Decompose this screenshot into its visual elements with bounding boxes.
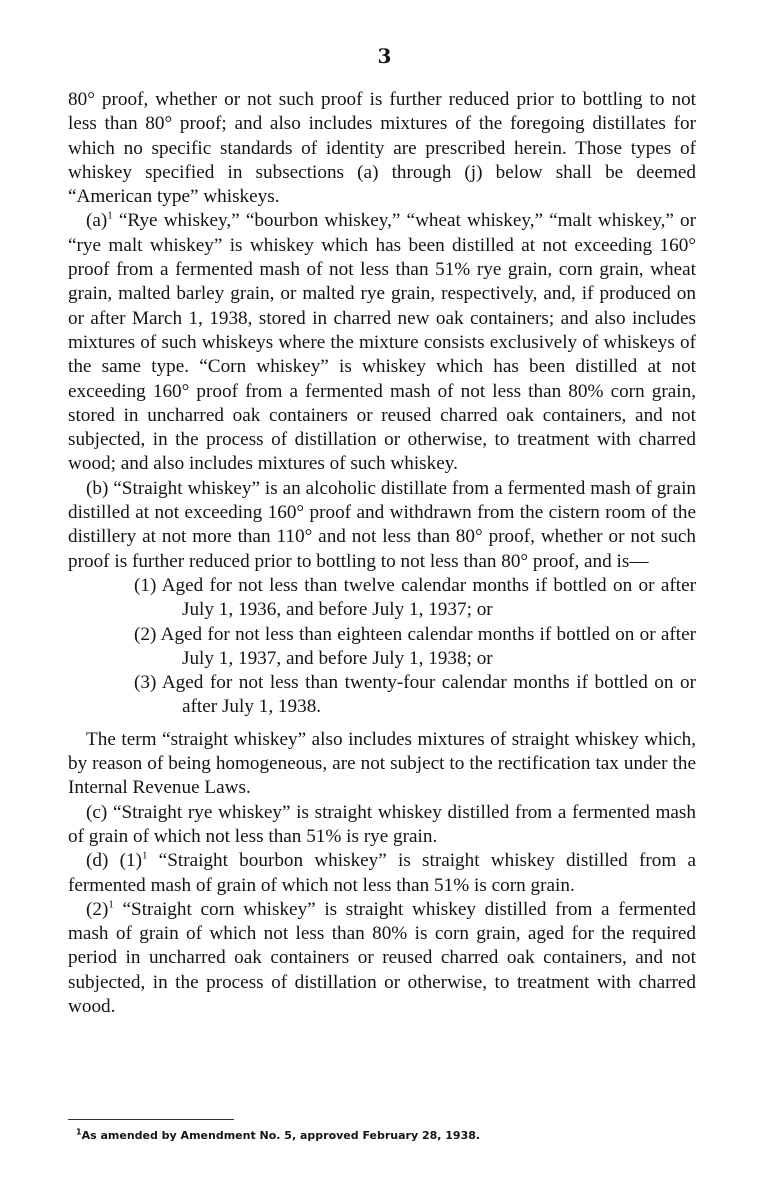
paragraph-d1-label: (d) (1) (86, 850, 142, 872)
page-number: 3 (377, 44, 392, 68)
list-item-2: (2) Aged for not less than eighteen calendar months if bottled on or after July 1, 1937, and before July 1, 1938; or (134, 623, 696, 669)
footnote-ref: 1 (141, 849, 148, 862)
footnote-ref: 1 (108, 898, 114, 911)
footnote-ref: 1 (107, 210, 113, 223)
paragraph-continuation: 80° proof, whether or not such proof is further reduced prior to bottling to not less than 80° proof; and also includes mixtures of the foregoing distillates for which no specific standards of identity are prescribed herein. Those types of whiskey specified in subsections (a) through (j) below shall be deemed “American type” whiskeys. (68, 89, 696, 208)
paragraph-d1 (68, 849, 696, 898)
list-item-3: (3) Aged for not less than twenty-four calendar months if bottled on or after July 1, 1938. (134, 672, 696, 718)
footnote-text: As amended by Amendment No. 5, approved February 28, 1938. (81, 1129, 481, 1142)
footnote (76, 1128, 696, 1144)
paragraph-a (68, 209, 696, 476)
paragraph-d2-label: (2) (86, 898, 109, 920)
body-text (68, 88, 696, 1019)
list-item-1: (1) Aged for not less than twelve calendar months if bottled on or after July 1, 1936, and before July 1, 1937; or (134, 574, 696, 621)
footnote-marker: 1 (76, 1127, 82, 1137)
footnote-divider (68, 1119, 234, 1120)
paragraph-a-text: “Rye whiskey,” “bourbon whiskey,” “wheat whiskey,” “malt whiskey,” or “rye malt whiskey” is whiskey which has been distilled at not exceeding 160° proof from a fermented mash of not less than 51% rye grain, corn grain, wheat grain, malted barley grain, or malted rye grain, respectively, and, if produced on or after March 1, 1938, stored in charred new oak containers; and also includes mixtures of such whiskeys where the mixture consists exclusively of whiskeys of the same type. “Corn whiskey” is whiskey which has been distilled at not exceeding 160° proof from a fermented mash of not less than 80% corn grain, stored in uncharred oak containers or reused charred oak containers, and not subjected, in the process of distillation or otherwise, to treatment with charred wood; and also includes mixtures of such whiskey. (68, 210, 696, 475)
paragraph-d1-text: “Straight bourbon whiskey” is straight whiskey distilled from a fermented mash of grain of which not less than 51% is corn grain. (68, 850, 697, 896)
paragraph-b: (b) “Straight whiskey” is an alcoholic distillate from a fermented mash of grain distilled at not exceeding 160° proof and withdrawn from the cistern room of the distillery at not more than 110° and not less than 80° proof, whether or not such proof is further reduced prior to bottling to not less than 80° proof, and is— (68, 477, 696, 572)
paragraph-d2 (68, 898, 696, 1019)
paragraph-straight-term: The term “straight whiskey” also includes mixtures of straight whiskey which, by reason of being homogeneous, are not subject to the rectification tax under the Internal Revenue Laws. (68, 728, 696, 799)
paragraph-a-label: (a) (86, 210, 108, 232)
paragraph-c: (c) “Straight rye whiskey” is straight whiskey distilled from a fermented mash of grain of which not less than 51% is rye grain. (68, 801, 696, 847)
paragraph-d2-text: “Straight corn whiskey” is straight whiskey distilled from a fermented mash of grain of which not less than 80% is corn grain, aged for the required period in uncharred oak containers or reused charred oak containers, and not subjected, in the process of distillation or otherwise, to treatment with charred wood. (68, 898, 696, 1017)
